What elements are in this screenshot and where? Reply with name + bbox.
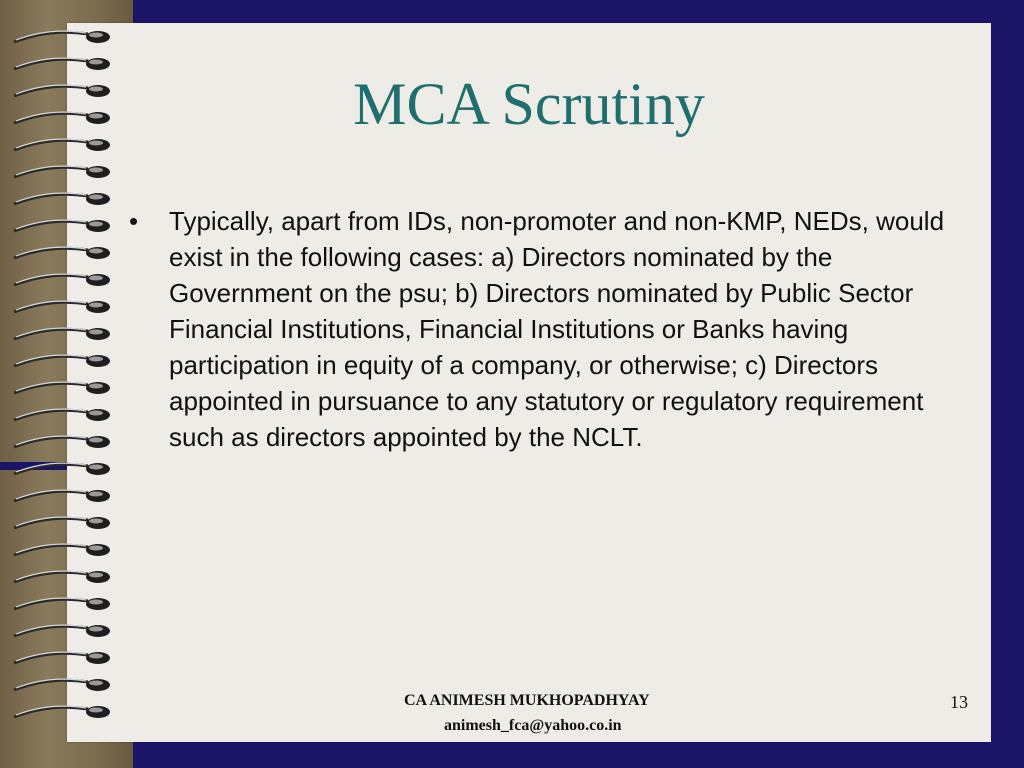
spiral-ring-icon <box>10 622 120 642</box>
spiral-ring-icon <box>10 649 120 669</box>
spiral-ring-icon <box>10 217 120 237</box>
spiral-ring-icon <box>10 163 120 183</box>
spiral-ring-icon <box>10 298 120 318</box>
spiral-ring-icon <box>10 433 120 453</box>
spiral-ring-icon <box>10 55 120 75</box>
bullet-marker: • <box>129 206 139 236</box>
spiral-ring-icon <box>10 568 120 588</box>
spiral-ring-icon <box>10 325 120 345</box>
spiral-ring-icon <box>10 514 120 534</box>
spiral-ring-icon <box>10 595 120 615</box>
spiral-ring-icon <box>10 541 120 561</box>
spiral-ring-icon <box>10 244 120 264</box>
spiral-binding <box>10 28 120 748</box>
bullet-text: Typically, apart from IDs, non-promoter and non-KMP, NEDs, would exist in the following cases: a) Directors nominated by the Government on the psu; b) Directors nominated by Public Sector Financial Institutions, Financial Institutions or Banks having participation in equity of a company, or otherwise; c) Directors appointed in pursuance to any statutory or regulatory requirement such as directors appointed by the NCLT. <box>169 206 945 452</box>
spiral-ring-icon <box>10 190 120 210</box>
bullet-list <box>125 203 965 455</box>
spiral-ring-icon <box>10 28 120 48</box>
spiral-ring-icon <box>10 379 120 399</box>
spiral-ring-icon <box>10 352 120 372</box>
spiral-ring-icon <box>10 136 120 156</box>
page-number: 13 <box>950 692 968 712</box>
spiral-ring-icon <box>10 271 120 291</box>
footer-email: animesh_fca@yahoo.co.in <box>444 717 622 734</box>
footer-author: CA ANIMESH MUKHOPADHYAY <box>404 692 650 709</box>
spiral-ring-icon <box>10 487 120 507</box>
spiral-ring-icon <box>10 703 120 723</box>
spiral-ring-icon <box>10 676 120 696</box>
slide-title: MCA Scrutiny <box>353 71 705 137</box>
bullet-item <box>125 203 965 455</box>
spiral-ring-icon <box>10 406 120 426</box>
spiral-ring-icon <box>10 460 120 480</box>
